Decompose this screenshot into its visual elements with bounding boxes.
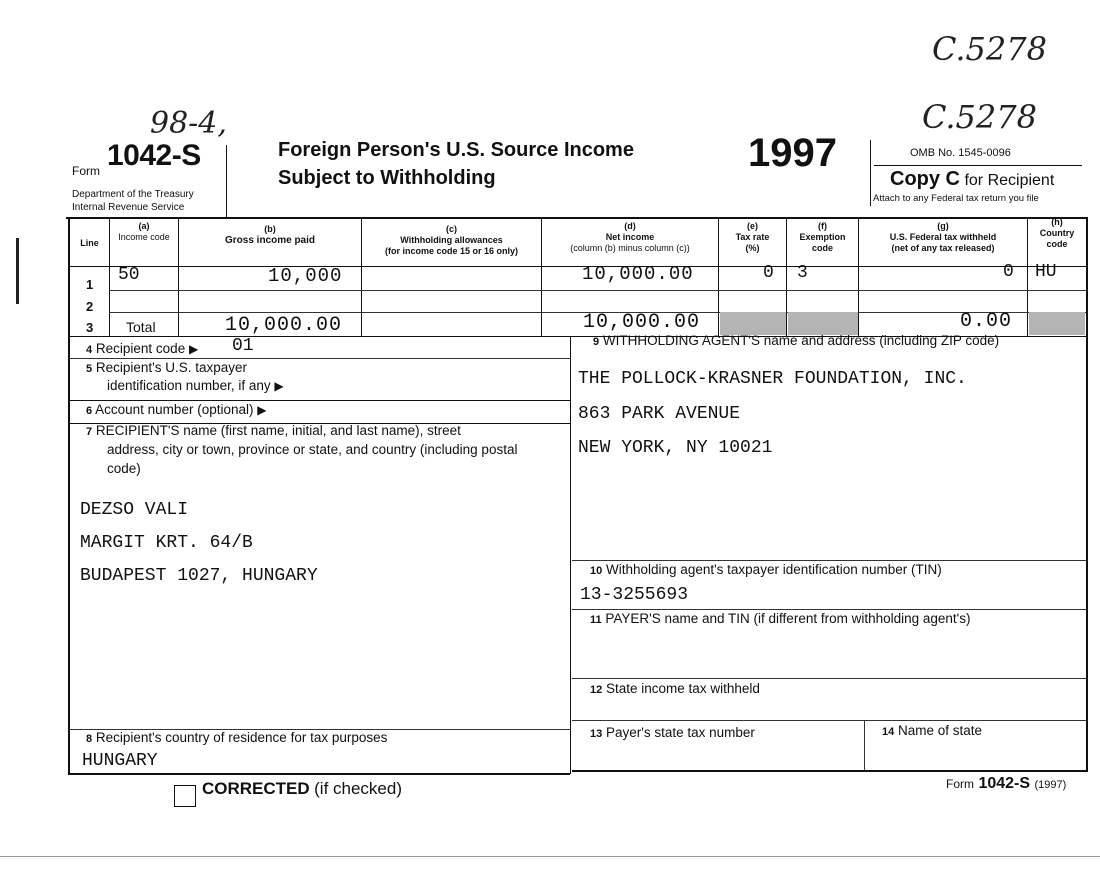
copy-recipient: for Recipient (964, 172, 1055, 189)
box14-number: 14 (882, 726, 895, 738)
footer-form-year: (1997) (1034, 779, 1067, 791)
recipient-name: DEZSO VALI (80, 500, 189, 520)
col-f-label: Exemption (799, 232, 846, 242)
form-title-line1: Foreign Person's U.S. Source Income (278, 139, 634, 161)
line-label: Line (80, 238, 99, 248)
box7-label-line1 (86, 423, 461, 438)
corrected-label (202, 779, 402, 799)
box4-arrow-icon: ▶ (188, 342, 199, 356)
col-c-label: Withholding allowances (400, 235, 503, 245)
box13-14-divider (864, 720, 865, 770)
col-b-letter: (b) (264, 224, 276, 234)
total-gross-income: 10,000.00 (225, 314, 343, 337)
col-d-sublabel: (column (b) minus column (c)) (570, 243, 690, 253)
col-h-letter: (h) (1051, 217, 1063, 227)
box14-text: Name of state (898, 723, 983, 738)
col-c-sublabel: (for income code 15 or 16 only) (384, 246, 519, 256)
handwritten-left-note: 98-4, (150, 106, 227, 141)
col-d-letter: (d) (624, 221, 636, 231)
total-country-shaded (1029, 312, 1085, 335)
column-header-line (70, 238, 109, 249)
col-h-label: Country (1039, 228, 1075, 238)
box8-label (86, 730, 387, 745)
box7-label-line2: address, city or town, province or state, and country (including postal (107, 442, 518, 457)
total-rate-shaded (720, 312, 786, 335)
column-header-c (362, 224, 541, 257)
col-e-sublabel: (%) (745, 243, 760, 253)
row1-net-income: 10,000.00 (582, 263, 694, 285)
col-h-sublabel: code (1046, 239, 1068, 249)
row1-gross-income: 10,000 (268, 265, 343, 287)
col-b-label: Gross income paid (224, 235, 316, 246)
column-header-d (542, 221, 718, 254)
header-divider-left (226, 145, 227, 218)
box9-label (593, 333, 999, 348)
recipient-street: MARGIT KRT. 64/B (80, 533, 253, 553)
recipient-code-value: 01 (232, 336, 254, 356)
box8-number: 8 (86, 733, 93, 745)
col-f-sublabel: code (811, 243, 833, 253)
agent-street: 863 PARK AVENUE (578, 404, 741, 424)
agent-city-state-zip: NEW YORK, NY 10021 (578, 438, 773, 458)
column-header-f (787, 221, 858, 254)
col-g-label: U.S. Federal tax withheld (889, 232, 997, 242)
col-a-label: Income code (118, 232, 170, 242)
residence-country-value: HUNGARY (82, 751, 158, 771)
frame-top (66, 217, 1087, 219)
row-number-3: 3 (86, 320, 94, 335)
box4-bottom (70, 358, 570, 359)
box10-label (590, 562, 942, 577)
column-header-a (110, 221, 178, 243)
department-line: Department of the Treasury (72, 189, 194, 200)
corrected-word: CORRECTED (202, 779, 310, 798)
box13-number: 13 (590, 728, 603, 740)
box13-label (590, 725, 755, 740)
box10-bottom (572, 609, 1086, 610)
box12-text: State income tax withheld (606, 681, 760, 696)
box12-bottom (572, 720, 1086, 721)
copy-rule (874, 165, 1082, 166)
box7-number: 7 (86, 426, 93, 438)
box4-text: Recipient code (95, 341, 186, 356)
margin-mark (16, 238, 19, 304)
row-number-2: 2 (86, 299, 94, 314)
box6-text: Account number (optional) (95, 402, 254, 417)
corrected-note: (if checked) (314, 779, 402, 798)
row1-income-code: 50 (118, 265, 140, 285)
total-exemption-shaded (788, 312, 858, 335)
box9-number: 9 (593, 336, 600, 348)
col-a-letter: (a) (138, 221, 150, 231)
attach-note: Attach to any Federal tax return you file (873, 193, 1039, 204)
agent-name: THE POLLOCK-KRASNER FOUNDATION, INC. (578, 369, 967, 389)
box9-bottom (572, 560, 1086, 561)
col-e-letter: (e) (747, 221, 758, 231)
row1-tax-rate: 0 (763, 263, 774, 283)
box4-label (86, 341, 198, 356)
handwritten-reference-top: C.5278 (932, 30, 1047, 68)
handwritten-reference-second: C.5278 (922, 98, 1037, 136)
column-header-e (719, 221, 786, 254)
header-row-bottom (68, 266, 1087, 267)
box11-bottom (572, 678, 1086, 679)
box10-number: 10 (590, 565, 603, 577)
footer-form-number: 1042-S (978, 775, 1031, 792)
box8-text: Recipient's country of residence for tax purposes (95, 730, 388, 745)
box13-text: Payer's state tax number (606, 725, 755, 740)
box10-text: Withholding agent's taxpayer identification number (TIN) (606, 562, 942, 577)
frame-left (68, 217, 70, 775)
row1-country-code: HU (1035, 262, 1057, 282)
row1-exemption-code: 3 (797, 263, 808, 283)
box5-number: 5 (86, 363, 93, 375)
copy-letter: Copy C (890, 168, 960, 190)
footer-form-word: Form (946, 777, 974, 791)
box11-label (590, 611, 971, 626)
col-e-label: Tax rate (735, 232, 770, 242)
header-divider-right (870, 140, 871, 206)
box11-number: 11 (590, 614, 602, 626)
col-g-sublabel: (net of any tax released) (891, 243, 995, 253)
box5-label-line1 (86, 360, 247, 375)
column-header-b (179, 224, 361, 246)
box4-number: 4 (86, 344, 93, 356)
box11-text: PAYER'S name and TIN (if different from withholding agent's) (605, 611, 971, 626)
omb-number: OMB No. 1545-0096 (910, 147, 1011, 159)
tax-year: 1997 (748, 131, 837, 175)
column-header-h (1028, 217, 1086, 250)
copy-designation (890, 168, 1054, 191)
box5-text-line1: Recipient's U.S. taxpayer (95, 360, 248, 375)
box5-arrow-icon: ▶ (274, 379, 284, 393)
box12-label (590, 681, 760, 696)
frame-bottom (68, 773, 570, 775)
frame-right (1086, 217, 1088, 772)
form-number: 1042-S (107, 139, 201, 172)
form-word: Form (72, 164, 100, 178)
form-title-line2: Subject to Withholding (278, 167, 496, 189)
irs-line: Internal Revenue Service (72, 202, 185, 213)
box9-text: WITHHOLDING AGENT'S name and address (including ZIP code) (602, 333, 1000, 348)
section-divider (570, 336, 571, 774)
frame-bottom-right (572, 770, 1088, 772)
box7-label-line3: code) (107, 461, 141, 476)
box6-label (86, 402, 266, 417)
recipient-city-country: BUDAPEST 1027, HUNGARY (80, 566, 318, 586)
total-tax-withheld: 0.00 (960, 310, 1013, 333)
scan-edge-line (0, 856, 1100, 857)
row1-tax-withheld: 0 (1003, 262, 1014, 282)
col-c-letter: (c) (446, 224, 457, 234)
box12-number: 12 (590, 684, 603, 696)
box6-arrow-icon: ▶ (257, 403, 267, 417)
column-header-g (859, 221, 1027, 254)
box14-label (882, 723, 982, 738)
box5-label-line2 (107, 378, 284, 393)
row1-bottom (109, 290, 1086, 291)
box5-text-line2: identification number, if any (107, 378, 271, 393)
withholding-agent-tin: 13-3255693 (580, 585, 689, 605)
box7-text-line1: RECIPIENT'S name (first name, initial, and last name), street (95, 423, 461, 438)
col-f-letter: (f) (818, 221, 827, 231)
footer-form-id (946, 775, 1066, 793)
total-net-income: 10,000.00 (583, 311, 701, 334)
row-number-1: 1 (86, 277, 94, 292)
col-g-letter: (g) (937, 221, 949, 231)
box6-number: 6 (86, 405, 93, 417)
box5-bottom (70, 400, 570, 401)
col-d-label: Net income (605, 232, 655, 242)
corrected-checkbox[interactable] (174, 785, 196, 807)
total-label: Total (126, 319, 156, 335)
